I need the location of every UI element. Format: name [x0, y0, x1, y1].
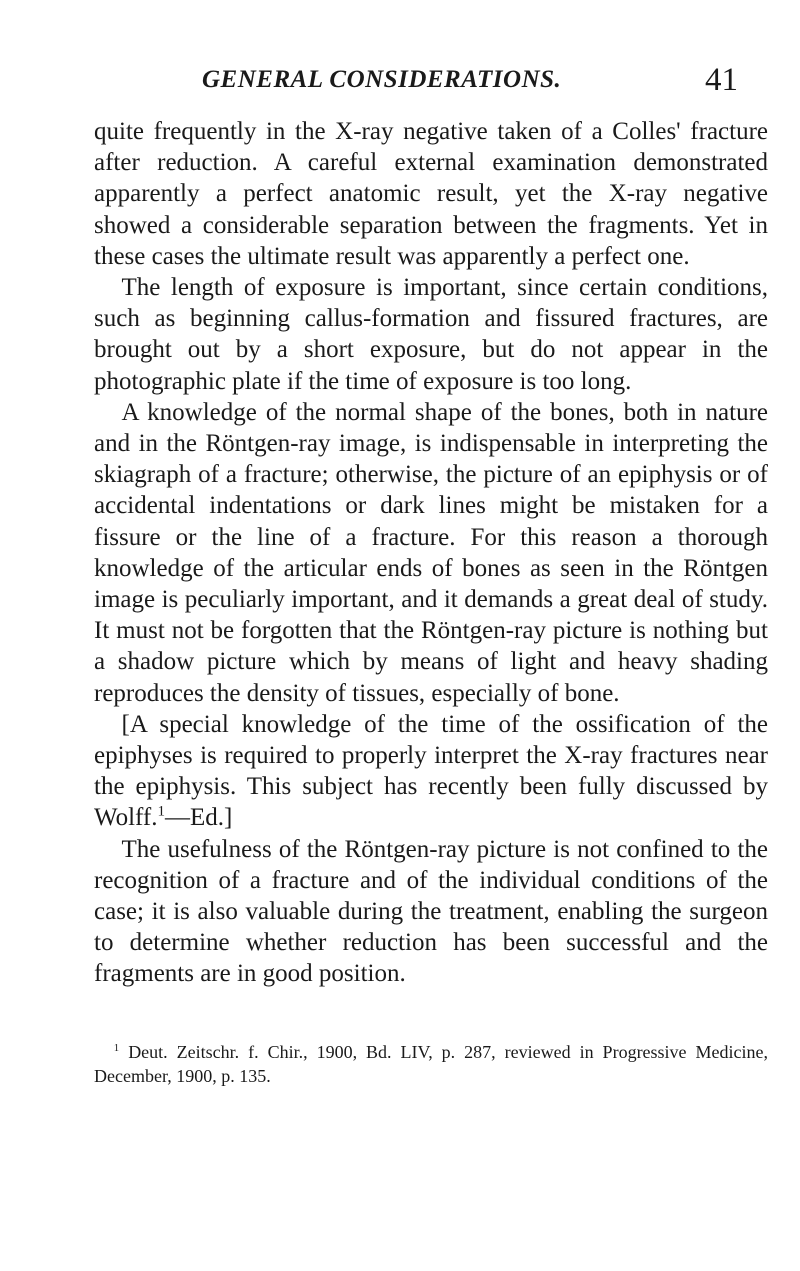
paragraph-5: The usefulness of the Röntgen-ray picture is not confined to the recognition of a fracture and of the individual conditions of the case; it is also valuable during the treatment, enabling the surgeon to determine whether reduction has been successful and the fragments are in good position. [94, 835, 768, 988]
running-head: GENERAL CONSIDERATIONS. [202, 66, 562, 93]
page-number: 41 [705, 62, 738, 98]
paragraph-4-editor-note: —Ed.] [165, 804, 233, 832]
footnote-entry [94, 1040, 768, 1088]
body-text [94, 116, 768, 990]
paragraph-4-text: [A special knowledge of the time of the ossification of the epiphyses is required to properly interpret the X-ray fractures near the epiphysis. This subject has recently been fully discussed by Wolff. [94, 710, 768, 832]
paragraph-2: The length of exposure is important, since certain conditions, such as beginning callus-formation and fissured fractures, are brought out by a short exposure, but do not appear in the photographic plate if the time of exposure is too long. [94, 274, 768, 395]
paragraph-1: quite frequently in the X-ray negative taken of a Colles' fracture after reduction. A careful external examination demonstrated apparently a perfect anatomic result, yet the X-ray negative showed a considerable separation between the fragments. Yet in these cases the ultimate result was apparently a perfect one. [94, 118, 768, 270]
paragraph-4 [94, 709, 768, 834]
paragraph-3: A knowledge of the normal shape of the bones, both in nature and in the Röntgen-ray image, is indispensable in interpreting the skiagraph of a fracture; otherwise, the picture of an epiphysis or of accidental indentations or dark lines might be mistaken for a fissure or the line of a fracture. For this reason a thorough knowledge of the articular ends of bones as seen in the Röntgen image is peculiarly important, and it demands a great deal of study. It must not be forgotten that the Röntgen-ray picture is nothing but a shadow picture which by means of light and heavy shading reproduces the density of tissues, especially of bone. [94, 398, 768, 707]
footnote-marker: 1 [113, 1042, 120, 1054]
page-header [0, 62, 800, 106]
footnote [94, 1040, 768, 1088]
footnote-reference: 1 [157, 804, 165, 821]
footnote-text: Deut. Zeitschr. f. Chir., 1900, Bd. LIV, p. 287, reviewed in Progressive Medicine, December, 1900, p. 135. [94, 1042, 769, 1086]
